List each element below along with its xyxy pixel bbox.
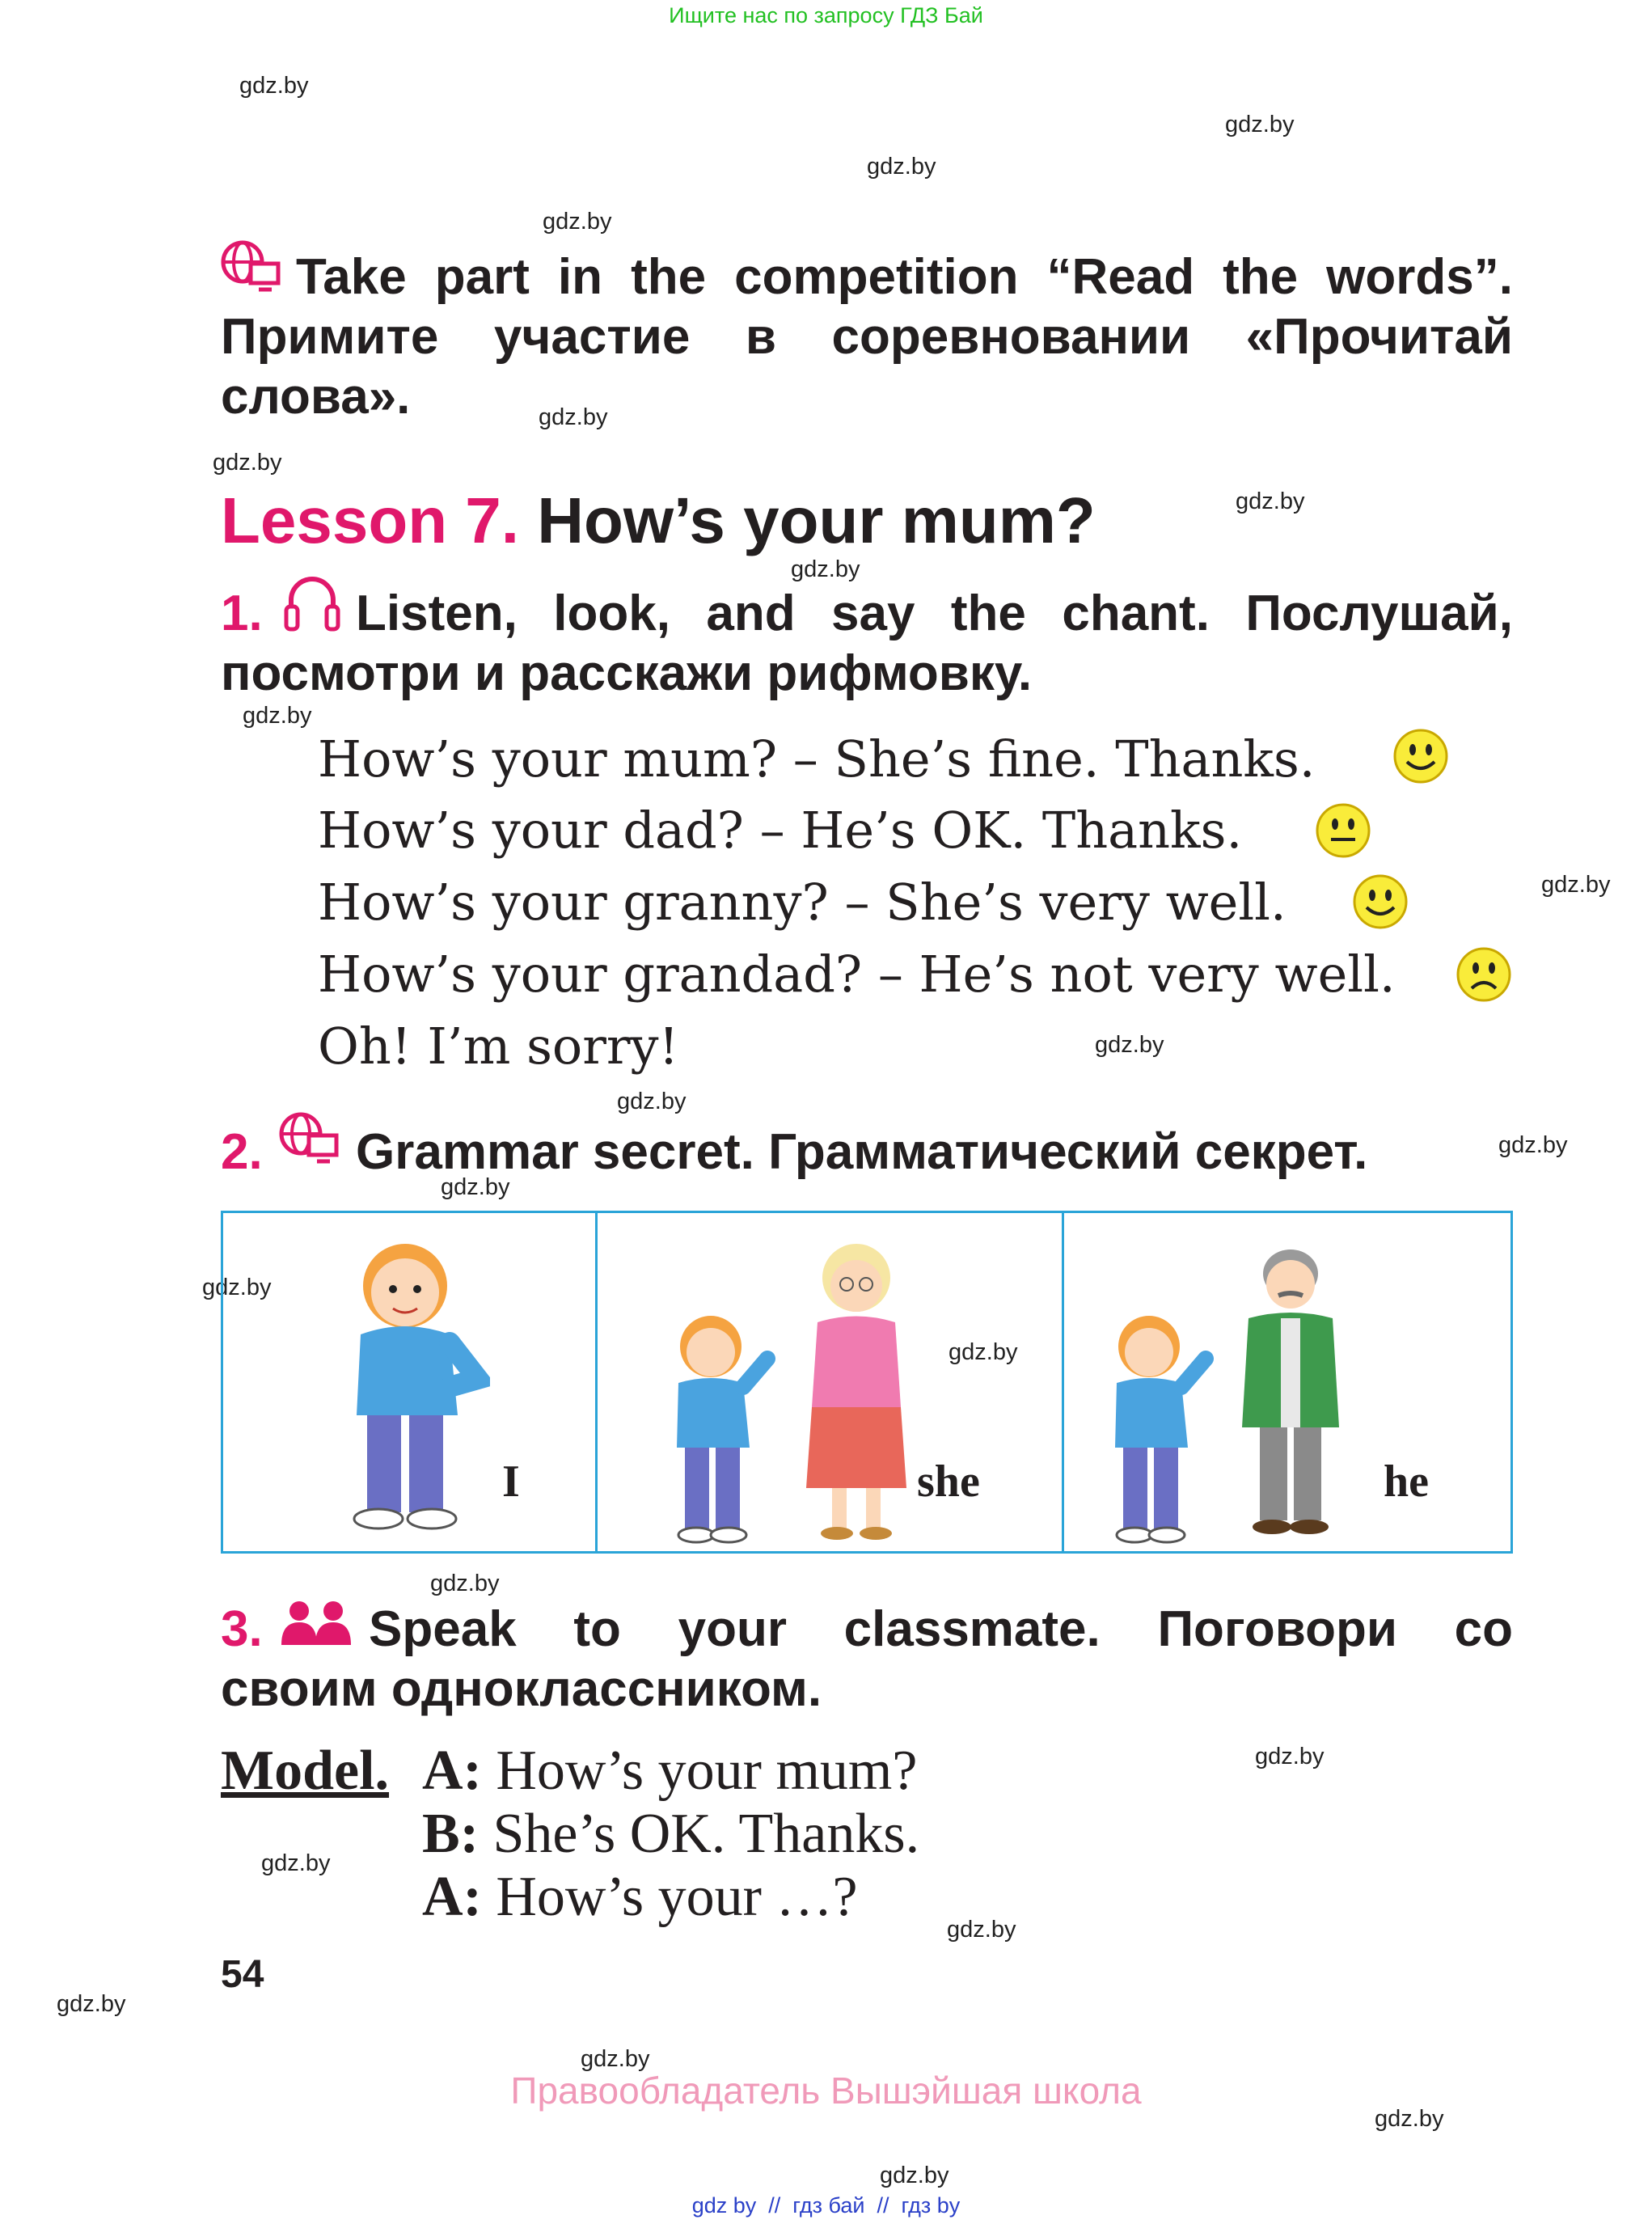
watermark: gdz.by [581, 2046, 650, 2072]
globe-computer-icon [278, 1111, 340, 1168]
lesson-number: Lesson 7. [221, 484, 520, 556]
headphones-icon [281, 571, 343, 632]
task2-instruction: Grammar secret. Грамматический секрет. [356, 1124, 1368, 1180]
watermark: gdz.by [57, 1991, 126, 2017]
dialog-text: How’s your …? [496, 1866, 858, 1928]
footer-links[interactable]: gdz by // гдз бай // гдз by [691, 2193, 961, 2218]
watermark: gdz.by [1236, 488, 1305, 514]
watermark: gdz.by [202, 1275, 272, 1300]
watermark: gdz.by [239, 73, 309, 99]
speaker: B: [422, 1803, 479, 1865]
chant-line: How’s your grandad? – He’s not very well. [318, 945, 1396, 1004]
boy-illustration [1101, 1310, 1214, 1545]
happy-face-icon [1352, 873, 1409, 930]
neutral-face-icon [1315, 802, 1371, 859]
chant-line: How’s your granny? – She’s very well. [318, 873, 1287, 932]
happy-face-icon [1392, 728, 1449, 784]
watermark: gdz.by [539, 404, 608, 430]
boy-illustration [662, 1310, 775, 1545]
watermark: gdz.by [1375, 2106, 1444, 2132]
grammar-illustration-table [221, 1211, 1513, 1554]
model-label: Model. [221, 1740, 390, 1802]
pronoun-label: I [502, 1457, 520, 1507]
dialog-line [422, 1865, 858, 1930]
sad-face-icon [1456, 946, 1512, 1003]
task1-instruction: Listen, look, and say the chant. Послушай, [356, 586, 1513, 641]
chant-line: Oh! I’m sorry! [318, 1017, 679, 1076]
watermark: gdz.by [441, 1174, 510, 1200]
watermark: gdz.by [617, 1089, 687, 1114]
watermark: gdz.by [1095, 1032, 1164, 1058]
watermark: gdz.by [1498, 1132, 1568, 1158]
page-number: 54 [221, 1953, 264, 1996]
watermark: gdz.by [947, 1917, 1016, 1943]
watermark: gdz.by [880, 2163, 949, 2188]
grandfather-illustration [1234, 1237, 1347, 1545]
dialog-text: How’s your mum? [496, 1740, 918, 1802]
watermark: gdz.by [1225, 112, 1295, 137]
task1-instruction-ru: посмотри и расскажи рифмовку. [221, 645, 1033, 701]
chant-line: How’s your dad? – He’s OK. Thanks. [318, 801, 1243, 860]
pronoun-cell-i [223, 1213, 595, 1551]
watermark: gdz.by [1541, 872, 1611, 898]
pronoun-label: he [1384, 1457, 1429, 1507]
watermark: gdz.by [213, 450, 282, 476]
grandmother-illustration [800, 1237, 913, 1545]
page-title [221, 484, 1096, 558]
intro-instruction-en: Take part in the competition “Read the words”. [296, 249, 1513, 305]
globe-computer-icon [220, 239, 281, 296]
speaker: A: [422, 1740, 482, 1802]
task3-instruction-ru: своим одноклассником. [221, 1661, 822, 1717]
watermark: gdz.by [791, 556, 860, 582]
pronoun-cell-she [598, 1213, 1062, 1551]
watermark: gdz.by [243, 703, 312, 729]
watermark: gdz.by [261, 1850, 331, 1876]
pair-work-icon [281, 1600, 351, 1645]
intro-instruction-ru: Примите участие в соревновании «Прочитай слова». [221, 309, 1513, 425]
watermark: gdz.by [430, 1571, 500, 1596]
speaker: A: [422, 1866, 482, 1928]
dialog-line [422, 1739, 917, 1803]
lesson-title: How’s your mum? [537, 484, 1096, 556]
watermark: gdz.by [949, 1339, 1018, 1365]
watermark: gdz.by [543, 209, 612, 235]
task-number: 1. [221, 586, 263, 641]
dialog-line [422, 1802, 919, 1867]
dialog-text: She’s OK. Thanks. [492, 1803, 920, 1865]
boy-illustration [328, 1237, 490, 1537]
task-number: 2. [221, 1124, 263, 1180]
pronoun-cell-he [1064, 1213, 1510, 1551]
chant-line: How’s your mum? – She’s fine. Thanks. [318, 729, 1316, 789]
task3-instruction: Speak to your classmate. Поговори со [369, 1601, 1513, 1657]
pronoun-label: she [917, 1457, 980, 1507]
watermark: gdz.by [1255, 1744, 1325, 1769]
copyright-notice: Правообладатель Вышэйшая школа [510, 2070, 1142, 2112]
search-hint[interactable]: Ищите нас по запросу ГДЗ Бай [669, 3, 983, 27]
task-number: 3. [221, 1601, 263, 1657]
watermark: gdz.by [867, 154, 936, 180]
